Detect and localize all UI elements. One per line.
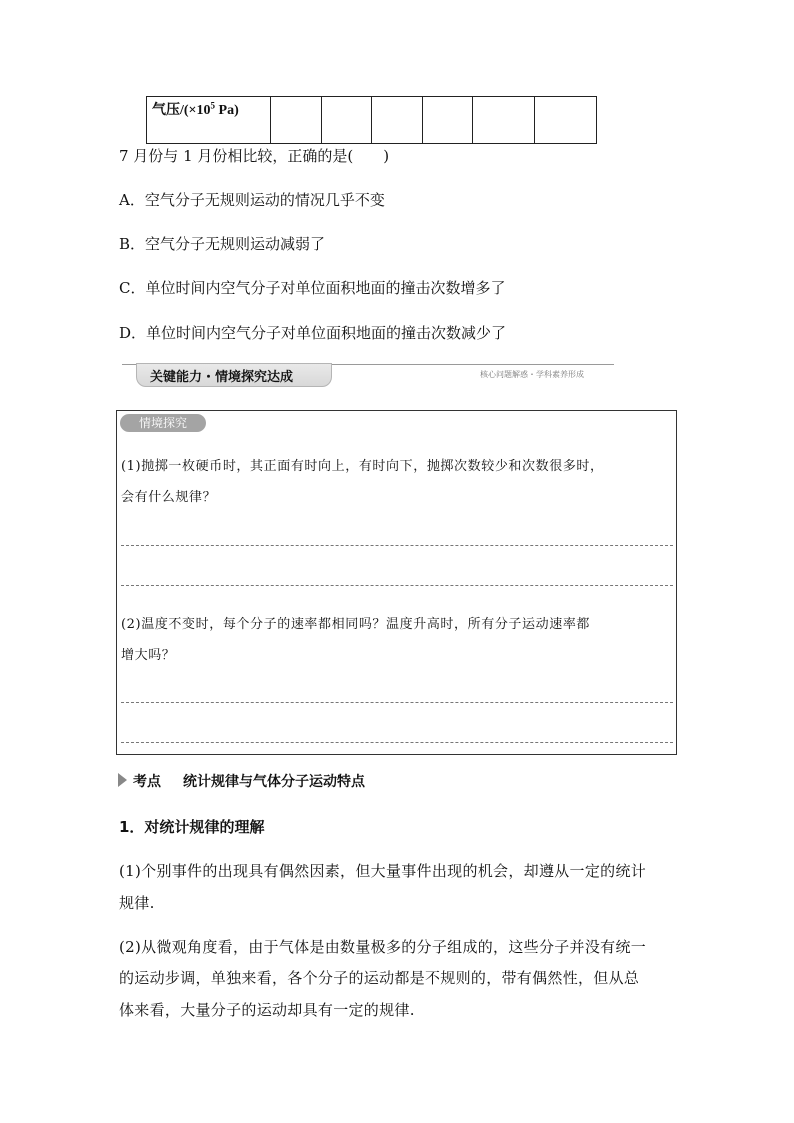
option-b: B．空气分子无规则运动减弱了 [119, 235, 326, 253]
answer-line [121, 742, 673, 743]
option-a: A．空气分子无规则运动的情况几乎不变 [119, 191, 385, 209]
scenario-tag: 情境探究 [120, 414, 206, 432]
answer-line [121, 585, 673, 586]
section-banner-subtitle: 核心问题解惑・学科素养形成 [480, 370, 584, 379]
answer-line [121, 702, 673, 703]
table-cell [473, 97, 535, 144]
scenario-q2-line2: 增大吗？ [121, 648, 176, 663]
scenario-q2-line1: (2)温度不变时，每个分子的速率都相同吗？温度升高时，所有分子运动速率都 [121, 617, 591, 632]
paragraph-1-line1: (1)个别事件的出现具有偶然因素，但大量事件出现的机会，却遵从一定的统计 [119, 862, 647, 880]
question-stem: 7 月份与 1 月份相比较，正确的是( ) [119, 147, 390, 165]
section-banner-title: 关键能力・情境探究达成 [150, 370, 294, 385]
scenario-q1-line1: (1)抛掷一枚硬币时，其正面有时向上，有时向下，抛掷次数较少和次数很多时， [121, 459, 604, 474]
table-row [147, 97, 597, 144]
option-c: C．单位时间内空气分子对单位面积地面的撞击次数增多了 [119, 279, 506, 297]
paragraph-1-line2: 规律. [119, 894, 155, 912]
table-cell [423, 97, 473, 144]
paragraph-2-line3: 体来看，大量分子的运动却具有一定的规律. [119, 1001, 415, 1019]
triangle-arrow-icon [118, 773, 127, 787]
table-cell [535, 97, 597, 144]
table-cell [271, 97, 322, 144]
answer-line [121, 545, 673, 546]
option-d: D．单位时间内空气分子对单位面积地面的撞击次数减少了 [119, 324, 507, 342]
section-heading: 1．对统计规律的理解 [119, 818, 265, 836]
scenario-q1-line2: 会有什么规律？ [121, 490, 217, 505]
key-point-label: 考点 [133, 774, 161, 790]
pressure-row-label: 气压$/(\times 10^5$ Pa) [147, 97, 271, 144]
key-point-title: 统计规律与气体分子运动特点 [183, 774, 365, 790]
paragraph-2-line2: 的运动步调，单独来看，各个分子的运动都是不规则的，带有偶然性，但从总 [119, 969, 640, 987]
table-cell [322, 97, 372, 144]
pressure-table [146, 96, 597, 144]
table-cell [372, 97, 423, 144]
paragraph-2-line1: (2)从微观角度看，由于气体是由数量极多的分子组成的，这些分子并没有统一 [119, 938, 647, 956]
